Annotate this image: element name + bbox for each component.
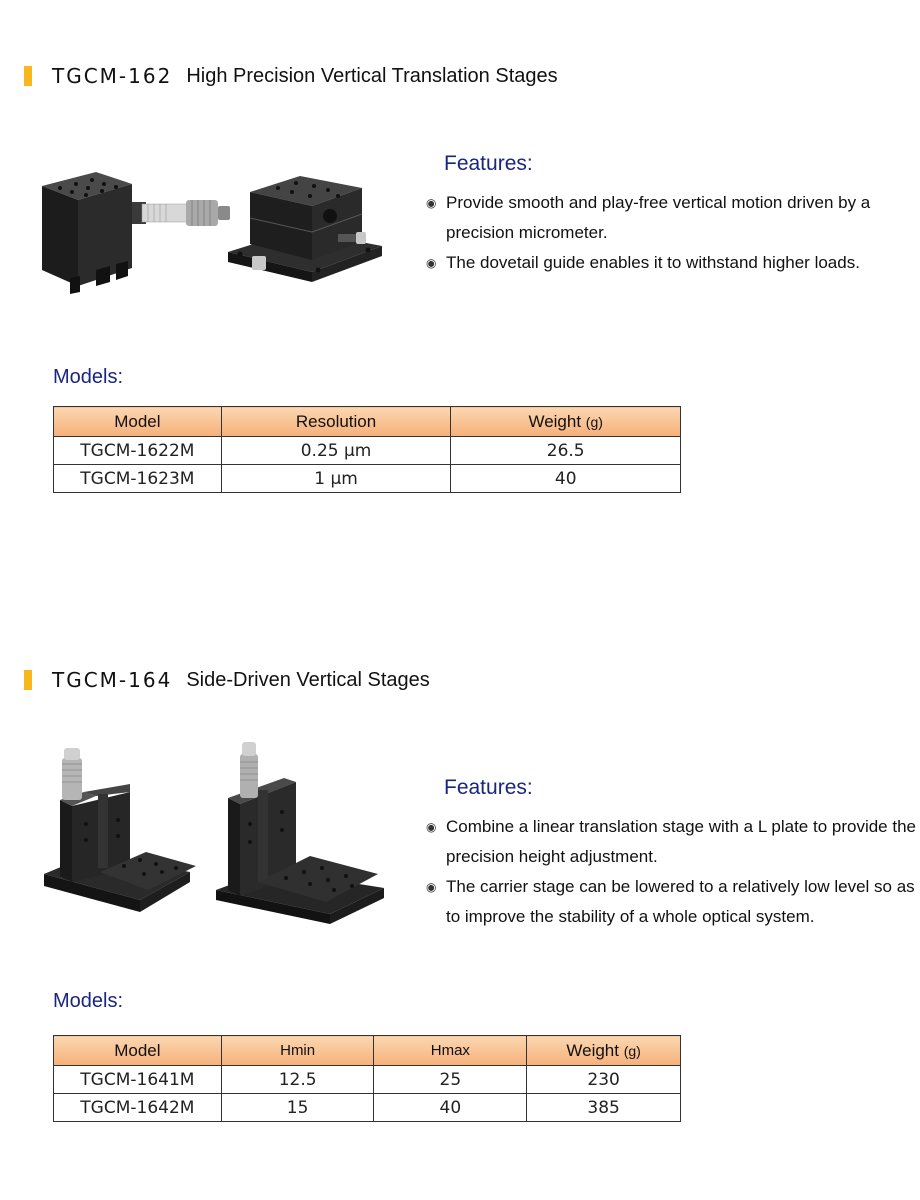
column-header-model: Model <box>54 407 222 437</box>
cell-weight: 40 <box>451 465 681 493</box>
models-table <box>53 1035 681 1122</box>
features-block <box>424 776 916 932</box>
cell-weight: 230 <box>527 1066 681 1094</box>
table-header-row <box>54 1036 681 1066</box>
column-header-weight: Weight (g) <box>451 407 681 437</box>
cell-model: TGCM-1641M <box>54 1066 222 1094</box>
section-title <box>24 667 430 693</box>
product-title: Side-Driven Vertical Stages <box>186 668 430 691</box>
cell-hmax: 25 <box>374 1066 527 1094</box>
feature-item <box>424 812 916 872</box>
feature-text: Combine a linear translation stage with a L plate to provide the precision height adjustment. <box>446 817 916 866</box>
cell-hmin: 12.5 <box>221 1066 374 1094</box>
double-circle-bullet-icon: ◉ <box>426 196 437 210</box>
product-code: TGCM-164 <box>52 668 173 692</box>
models-heading: Models: <box>53 366 124 388</box>
cell-resolution: 1 µm <box>221 465 451 493</box>
table-row <box>54 1066 681 1094</box>
features-heading: Features: <box>444 776 533 799</box>
section-title <box>24 63 558 89</box>
feature-text: The dovetail guide enables it to withstand higher loads. <box>446 253 860 272</box>
double-circle-bullet-icon: ◉ <box>426 256 437 270</box>
cell-weight: 26.5 <box>451 437 681 465</box>
accent-bar <box>24 66 32 86</box>
cell-model: TGCM-1642M <box>54 1094 222 1122</box>
product-photo-l-plate-stage <box>40 744 210 924</box>
double-circle-bullet-icon: ◉ <box>426 880 437 894</box>
table-row <box>54 465 681 493</box>
column-header-model: Model <box>54 1036 222 1066</box>
cell-model: TGCM-1622M <box>54 437 222 465</box>
feature-item <box>424 188 916 248</box>
accent-bar <box>24 670 32 690</box>
features-heading: Features: <box>444 152 533 175</box>
feature-item <box>424 248 916 278</box>
product-title: High Precision Vertical Translation Stages <box>186 64 558 87</box>
feature-text: Provide smooth and play-free vertical motion driven by a precision micrometer. <box>446 193 871 242</box>
table-row <box>54 437 681 465</box>
models-heading: Models: <box>53 990 124 1012</box>
features-block <box>424 152 916 278</box>
product-photo-stage-micrometer <box>36 158 236 298</box>
product-code: TGCM-162 <box>52 64 173 88</box>
feature-text: The carrier stage can be lowered to a relatively low level so as to improve the stability of a whole optical system. <box>446 877 915 926</box>
column-header-weight: Weight (g) <box>527 1036 681 1066</box>
cell-model: TGCM-1623M <box>54 465 222 493</box>
column-header-resolution: Resolution <box>221 407 451 437</box>
feature-item <box>424 872 916 932</box>
cell-resolution: 0.25 µm <box>221 437 451 465</box>
table-header-row <box>54 407 681 437</box>
column-header-hmax: Hmax <box>374 1036 527 1066</box>
cell-weight: 385 <box>527 1094 681 1122</box>
cell-hmax: 40 <box>374 1094 527 1122</box>
cell-hmin: 15 <box>221 1094 374 1122</box>
models-table <box>53 406 681 493</box>
double-circle-bullet-icon: ◉ <box>426 820 437 834</box>
column-header-hmin: Hmin <box>221 1036 374 1066</box>
product-photo-l-plate-stage-alt <box>214 738 394 930</box>
product-photo-stage-baseplate <box>226 156 400 292</box>
table-row <box>54 1094 681 1122</box>
